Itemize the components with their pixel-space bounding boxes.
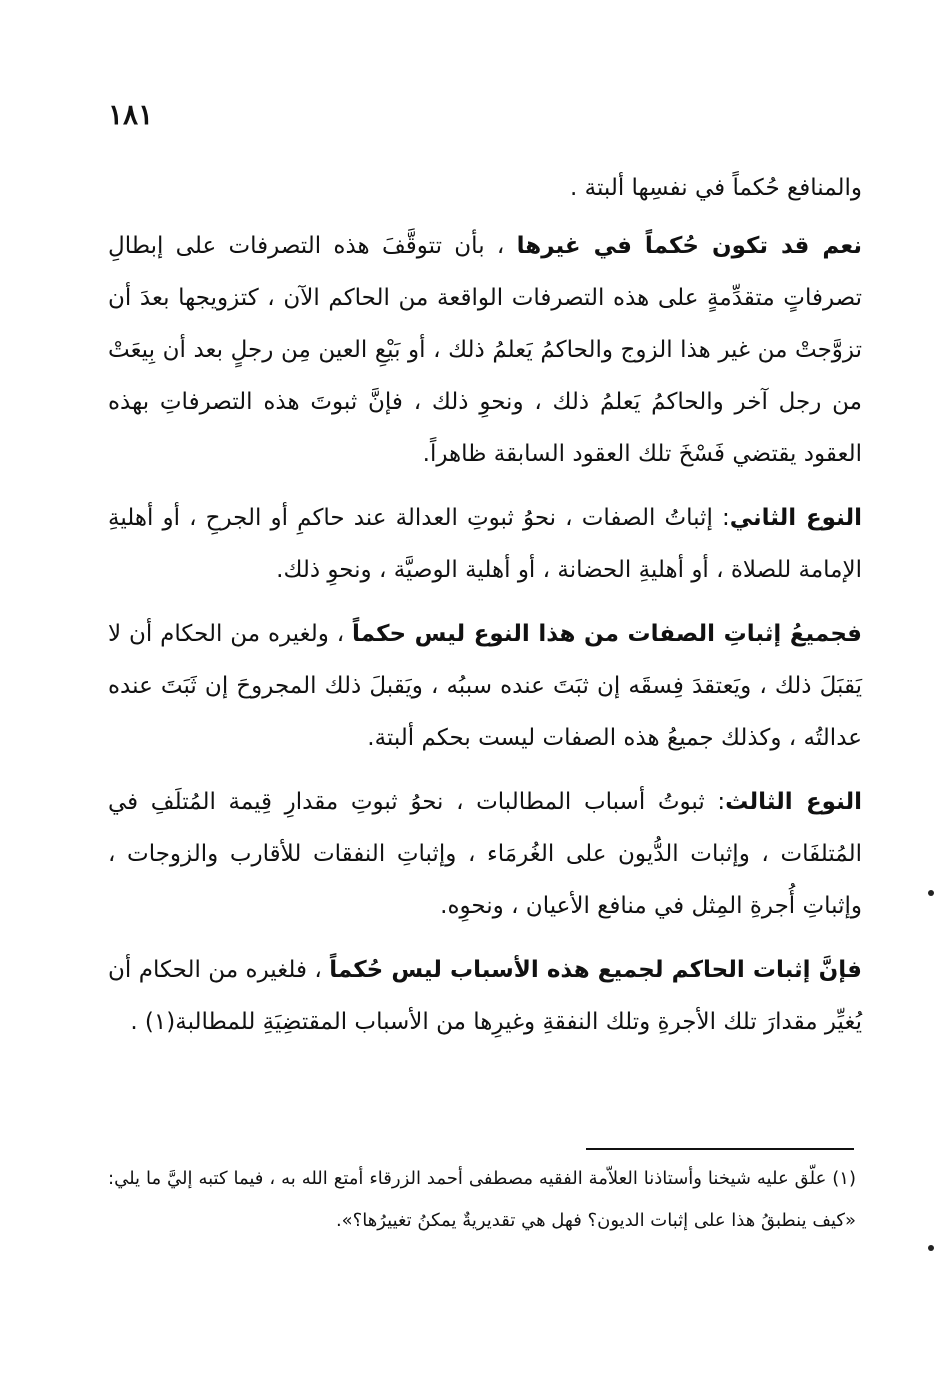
paragraph-2 (108, 220, 862, 480)
paragraph-lead: النوع الثاني (729, 505, 862, 531)
paragraph-6 (108, 944, 862, 1048)
paragraph-text: : ثبوتُ أسباب المطالبات ، نحوُ ثبوتِ مقدارِ قِيمة المُتلَفِ في المُتلفَات ، وإثبات الدُّيون على الغُرمَاء ، وإثباتِ النفقات للأقارب والزوجات ، وإثباتِ أُجرةِ المِثل في منافع الأعيان ، ونحوِه. (108, 789, 862, 919)
margin-mark (928, 1245, 934, 1251)
paragraph-3 (108, 492, 862, 596)
main-text (108, 162, 862, 1060)
paragraph-text: والمنافع حُكماً في نفسِها ألبتة . (569, 175, 862, 201)
paragraph-5 (108, 776, 862, 932)
paragraph-1 (108, 162, 862, 214)
footnote: (١) علّق عليه شيخنا وأستاذنا العلاّمة الفقيه مصطفى أحمد الزرقاء أمتع الله به ، فيما كتبه إليَّ ما يلي: «كيف ينطبقُ هذا على إثبات الديون؟ فهل هي تقديريةٌ يمكنُ تغييرُها؟». (108, 1168, 856, 1231)
paragraph-lead: فإنَّ إثبات الحاكم لجميع هذه الأسباب ليس حُكماً (329, 957, 862, 983)
paragraph-text: ، فلغيره من الحكام أن يُغيِّر مقدارَ تلك الأجرةِ وتلك النفقةِ وغيرِها من الأسباب المقتضِيَةِ للمطالبة(١) . (108, 957, 862, 1035)
paragraph-lead: النوع الثالث (725, 789, 863, 815)
paragraph-text: ، ولغيره من الحكام أن لا يَقبَلَ ذلك ، ويَعتقدَ فِسقَه إن ثبَتَ عنده سببُه ، ويَقبلَ ذلك المجروحَ إن ثَبَتَ عنده عدالتُه ، وكذلك جميعُ هذه الصفات ليست بحكم ألبتة. (108, 621, 862, 751)
paragraph-4 (108, 608, 862, 764)
paragraph-lead: نعم قد تكون حُكماً في غيرها (516, 233, 862, 259)
margin-mark (928, 890, 934, 896)
paragraph-lead: فجميعُ إثباتِ الصفات من هذا النوع ليس حكماً (352, 621, 862, 647)
page-number: ١٨١ (108, 98, 154, 131)
paragraph-text: ، بأن تتوقَّفَ هذه التصرفات على إبطالِ تصرفاتٍ متقدِّمةٍ على هذه التصرفات الواقعة من الحاكم الآن ، كتزويجها بعدَ أن تزوَّجتْ من غير هذا الزوج والحاكمُ يَعلمُ ذلك ، أو بَيْعِ العين مِن رجلٍ بعد أن بِيعَتْ من رجل آخر والحاكمُ يَعلمُ ذلك ، ونحوِ ذلك ، فإنَّ ثبوتَ هذه التصرفاتِ بهذه العقود يقتضي فَسْخَ تلك العقود السابقة ظاهراً. (108, 233, 862, 467)
paragraph-text: : إثباتُ الصفات ، نحوُ ثبوتِ العدالة عند حاكمِ أو الجرحِ ، أو أهليةِ الإمامة للصلاة ، أو أهليةِ الحضانة ، أو أهلية الوصيَّة ، ونحوِ ذلك. (108, 505, 862, 583)
footnote-separator (586, 1148, 854, 1150)
